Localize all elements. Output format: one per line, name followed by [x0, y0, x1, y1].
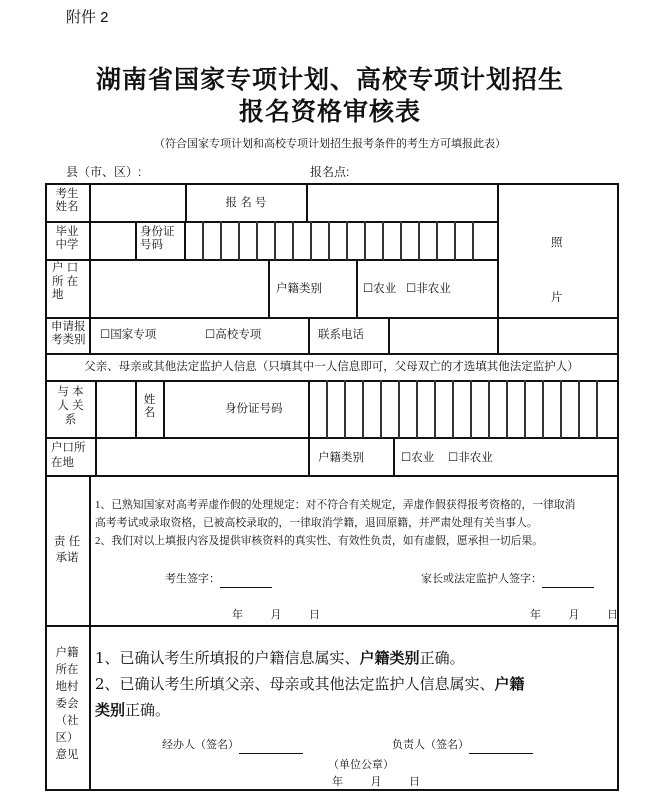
applicant-id-digit-cells[interactable] [185, 222, 497, 258]
guardian-agri-checkbox[interactable]: ☐农业 [401, 452, 435, 464]
guardian-relation-label: 与 本 人 关 系 [57, 386, 84, 426]
applicant-id-label: 身份证 号码 [140, 226, 175, 251]
signup-point-label: 报名点: [310, 165, 350, 179]
hukou-type-label: 户籍类别 [276, 283, 322, 295]
handler-signature[interactable]: 经办人（签名） [162, 736, 303, 754]
school-field[interactable] [90, 222, 134, 258]
guardian-relation-field[interactable] [96, 381, 134, 436]
hukou-address-field[interactable] [90, 260, 267, 316]
attachment-number: 附件 2 [66, 9, 109, 26]
pledge-line-3: 2、我们对以上填报内容及提供审核资料的真实性、有效性负责，如有虚假，愿承担一切后果。 [95, 535, 544, 547]
student-signature[interactable]: 考生签字： [165, 570, 272, 588]
university-program-checkbox[interactable]: ☐高校专项 [205, 329, 262, 341]
pledge-text [95, 496, 575, 550]
student-sign-date: 年 月 日 [232, 608, 320, 621]
phone-field[interactable] [389, 318, 617, 352]
guardian-hukou-type-label: 户籍类别 [318, 452, 364, 464]
confirmation-2: 2、已确认考生所填父亲、母亲或其他法定监护人信息属实、户籍 类别正确。 [95, 675, 525, 719]
registration-number-label: 报 名 号 [225, 197, 267, 209]
guardian-name-field[interactable] [164, 381, 224, 436]
leader-signature[interactable]: 负责人（签名） [392, 736, 533, 754]
pledge-line-2: 高考考试或录取资格，已被高校录取的，一律取消学籍，退回原籍，并严肃处理有关当事人。 [95, 517, 538, 529]
pledge-label: 责 任 承诺 [53, 536, 81, 564]
guardian-hukou-address-field[interactable] [96, 438, 307, 474]
phone-label: 联系电话 [318, 329, 364, 341]
county-label: 县（市、区）: [66, 165, 142, 179]
form-title-line-1: 湖南省国家专项计划、高校专项计划招生 [95, 65, 564, 94]
committee-opinion-label: 户籍 所在 地村 委会 （社 区） 意见 [55, 647, 79, 761]
committee-date: 年 月 日 [332, 775, 420, 788]
pledge-line-1: 1、已熟知国家对高考弄虚作假的处理规定：对不符合有关规定，弄虚作假获得报考资格的，一律取消 [95, 499, 576, 511]
guardian-id-label: 身份证号码 [225, 403, 283, 415]
school-label: 毕业 中学 [55, 226, 79, 251]
photo-label-1: 照 [551, 237, 563, 249]
guardian-section-title: 父亲、母亲或其他法定监护人信息（只填其中一人信息即可，父母双亡的才选填其他法定监护人） [84, 361, 579, 373]
applicant-name-label: 考生 姓名 [55, 188, 79, 213]
applicant-name-field[interactable] [90, 184, 184, 220]
registration-number-field[interactable] [307, 184, 497, 220]
hukou-type-nonagri-checkbox[interactable]: ☐非农业 [406, 283, 451, 295]
guardian-name-label: 姓 名 [143, 394, 156, 419]
form-note: （符合国家专项计划和高校专项计划招生报考条件的考生方可填报此表） [154, 138, 506, 150]
unit-seal: （单位公章） [328, 758, 394, 771]
guardian-id-digit-cells[interactable] [309, 381, 617, 436]
guardian-hukou-label: 户口所 在地 [51, 442, 86, 469]
form-title-line-2: 报名资格审核表 [238, 97, 421, 126]
hukou-label: 户 口 所 在 地 [52, 262, 79, 301]
hukou-type-agri-checkbox[interactable]: ☐农业 [363, 283, 397, 295]
national-program-checkbox[interactable]: ☐国家专项 [100, 329, 157, 341]
guardian-sign-date: 年 月 日 [530, 608, 618, 621]
guardian-nonagri-checkbox[interactable]: ☐非农业 [448, 452, 493, 464]
confirmation-1: 1、已确认考生所填报的户籍信息属实、户籍类别正确。 [95, 649, 465, 667]
photo-label-2: 片 [551, 292, 563, 304]
apply-category-label: 申请报 考类别 [51, 321, 86, 346]
committee-confirmations [95, 645, 615, 723]
guardian-signature[interactable]: 家长或法定监护人签字： [421, 570, 594, 588]
photo-box[interactable] [498, 184, 617, 317]
